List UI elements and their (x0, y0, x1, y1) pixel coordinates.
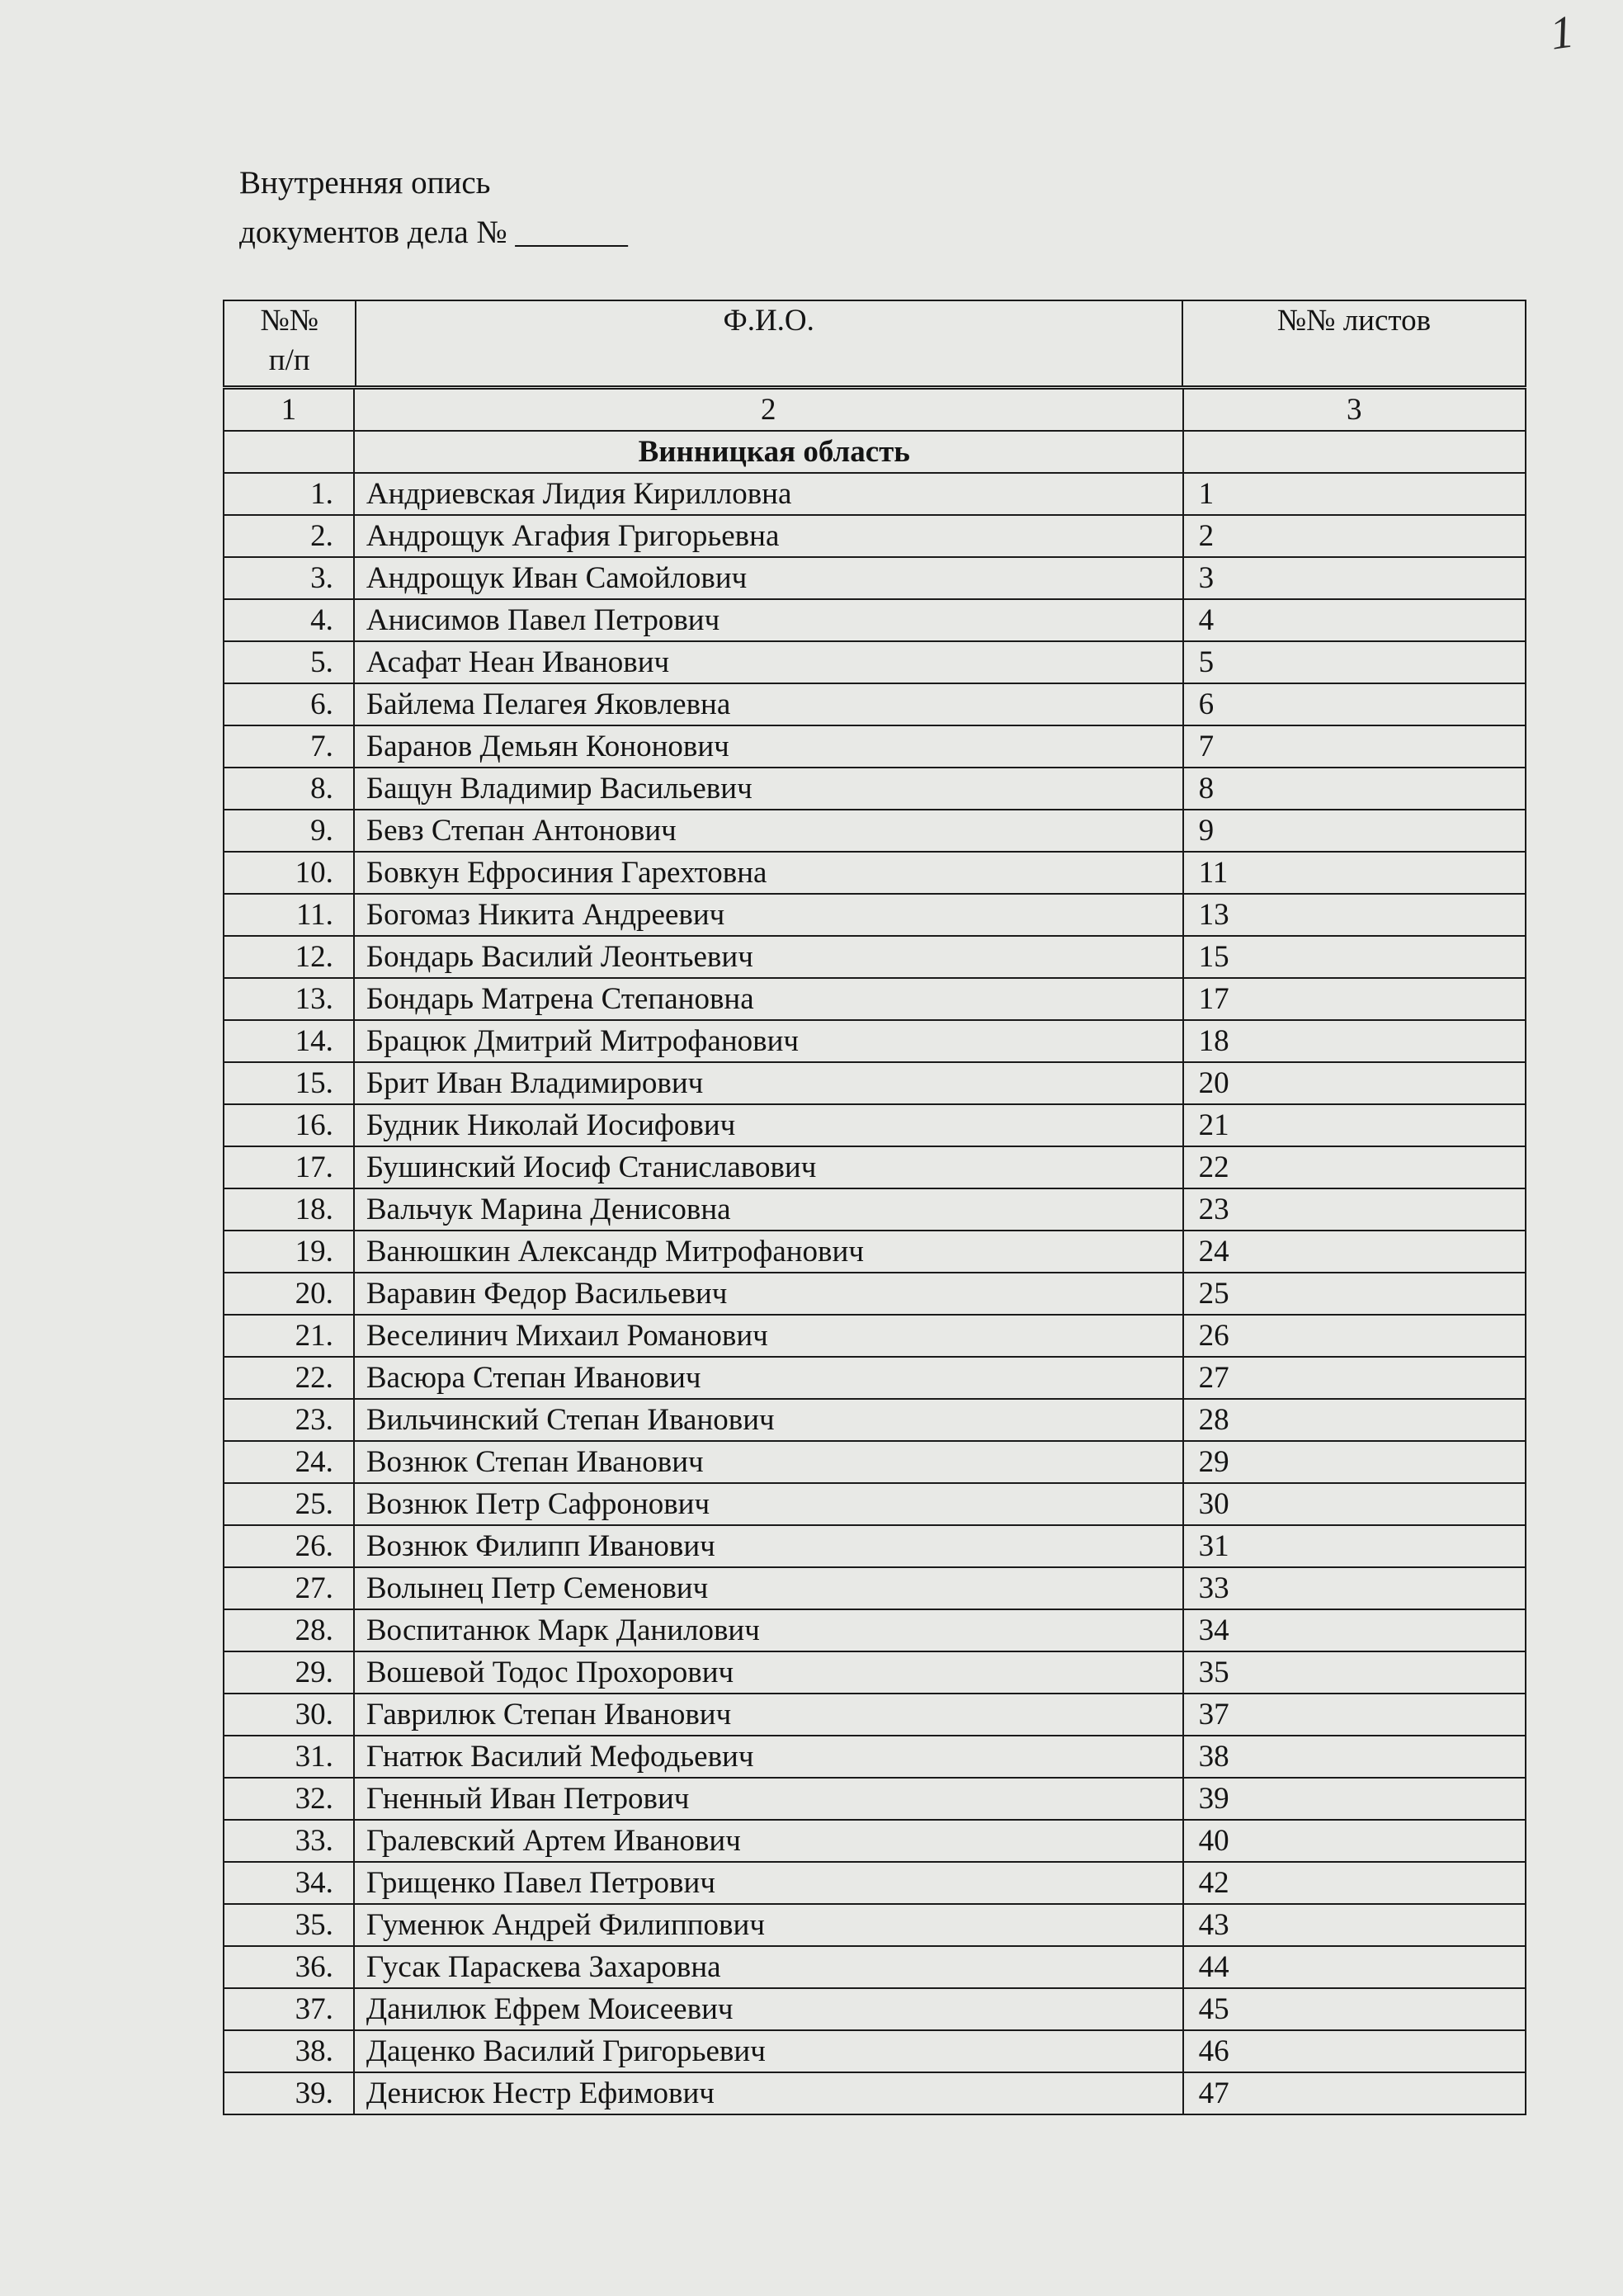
row-name: Андрощук Агафия Григорьевна (354, 515, 1183, 557)
row-sheet: 23 (1183, 1188, 1526, 1231)
table-row (224, 1904, 1526, 1946)
row-number: 11. (224, 894, 354, 936)
row-sheet: 7 (1183, 725, 1526, 768)
row-sheet: 2 (1183, 515, 1526, 557)
table-row (224, 515, 1526, 557)
row-number: 18. (224, 1188, 354, 1231)
row-number: 35. (224, 1904, 354, 1946)
row-number: 24. (224, 1441, 354, 1483)
table-row (224, 768, 1526, 810)
table-row (224, 2030, 1526, 2072)
row-name: Богомаз Никита Андреевич (354, 894, 1183, 936)
table-row (224, 1988, 1526, 2030)
document-title (239, 158, 628, 257)
index-cell: 1 (224, 389, 354, 431)
row-number: 9. (224, 810, 354, 852)
table-row (224, 1946, 1526, 1988)
table-row (224, 1020, 1526, 1062)
row-number: 19. (224, 1231, 354, 1273)
row-sheet: 45 (1183, 1988, 1526, 2030)
row-sheet: 17 (1183, 978, 1526, 1020)
table-row (224, 978, 1526, 1020)
table-row (224, 936, 1526, 978)
table-row (224, 1188, 1526, 1231)
row-sheet: 40 (1183, 1820, 1526, 1862)
row-number: 31. (224, 1736, 354, 1778)
row-number: 30. (224, 1694, 354, 1736)
row-sheet: 11 (1183, 852, 1526, 894)
row-name: Будник Николай Иосифович (354, 1104, 1183, 1146)
region-row (224, 431, 1526, 473)
row-name: Веселинич Михаил Романович (354, 1315, 1183, 1357)
row-sheet: 5 (1183, 641, 1526, 683)
table-row (224, 1146, 1526, 1188)
row-number: 29. (224, 1651, 354, 1694)
row-number: 33. (224, 1820, 354, 1862)
row-sheet: 6 (1183, 683, 1526, 725)
table-row (224, 1315, 1526, 1357)
page-number-handwritten: 1 (1546, 6, 1578, 60)
row-number: 8. (224, 768, 354, 810)
row-sheet: 9 (1183, 810, 1526, 852)
row-number: 28. (224, 1609, 354, 1651)
table-row (224, 1062, 1526, 1104)
index-cell: 3 (1183, 389, 1526, 431)
row-name: Гусак Параскева Захаровна (354, 1946, 1183, 1988)
row-number: 16. (224, 1104, 354, 1146)
row-sheet: 42 (1183, 1862, 1526, 1904)
row-sheet: 34 (1183, 1609, 1526, 1651)
table-row (224, 1441, 1526, 1483)
row-number: 2. (224, 515, 354, 557)
row-number: 25. (224, 1483, 354, 1525)
row-number: 4. (224, 599, 354, 641)
row-name: Гралевский Артем Иванович (354, 1820, 1183, 1862)
table-row (224, 473, 1526, 515)
row-name: Баранов Демьян Кононович (354, 725, 1183, 768)
region-name: Винницкая область (354, 431, 1183, 473)
row-name: Вознюк Филипп Иванович (354, 1525, 1183, 1567)
row-number: 14. (224, 1020, 354, 1062)
row-sheet: 27 (1183, 1357, 1526, 1399)
row-name: Асафат Неан Иванович (354, 641, 1183, 683)
inventory-table (223, 388, 1526, 2115)
row-name: Андрощук Иван Самойлович (354, 557, 1183, 599)
row-name: Варавин Федор Васильевич (354, 1273, 1183, 1315)
row-number: 12. (224, 936, 354, 978)
row-number: 6. (224, 683, 354, 725)
row-name: Байлема Пелагея Яковлевна (354, 683, 1183, 725)
row-name: Анисимов Павел Петрович (354, 599, 1183, 641)
row-name: Бевз Степан Антонович (354, 810, 1183, 852)
row-number: 34. (224, 1862, 354, 1904)
row-name: Вошевой Тодос Прохорович (354, 1651, 1183, 1694)
row-number: 10. (224, 852, 354, 894)
table-row (224, 599, 1526, 641)
row-name: Гнатюк Василий Мефодьевич (354, 1736, 1183, 1778)
row-number: 21. (224, 1315, 354, 1357)
table-row (224, 1778, 1526, 1820)
row-number: 17. (224, 1146, 354, 1188)
row-sheet: 47 (1183, 2072, 1526, 2114)
row-number: 27. (224, 1567, 354, 1609)
row-sheet: 4 (1183, 599, 1526, 641)
row-name: Денисюк Нестр Ефимович (354, 2072, 1183, 2114)
row-sheet: 8 (1183, 768, 1526, 810)
row-sheet: 13 (1183, 894, 1526, 936)
row-name: Данилюк Ефрем Моисеевич (354, 1988, 1183, 2030)
row-name: Бовкун Ефросиния Гарехтовна (354, 852, 1183, 894)
index-cell: 2 (354, 389, 1183, 431)
table-row (224, 1862, 1526, 1904)
row-sheet: 35 (1183, 1651, 1526, 1694)
table-row (224, 2072, 1526, 2114)
row-number: 1. (224, 473, 354, 515)
table-row (224, 1357, 1526, 1399)
row-sheet: 22 (1183, 1146, 1526, 1188)
table-row (224, 852, 1526, 894)
row-number: 15. (224, 1062, 354, 1104)
column-header-sheets: №№ листов (1182, 300, 1526, 386)
table-row (224, 683, 1526, 725)
row-sheet: 39 (1183, 1778, 1526, 1820)
table-row (224, 894, 1526, 936)
column-header-num: №№ п/п (224, 300, 356, 386)
row-sheet: 25 (1183, 1273, 1526, 1315)
row-sheet: 18 (1183, 1020, 1526, 1062)
row-number: 26. (224, 1525, 354, 1567)
row-sheet: 29 (1183, 1441, 1526, 1483)
index-row (224, 389, 1526, 431)
row-name: Бондарь Василий Леонтьевич (354, 936, 1183, 978)
table-row (224, 557, 1526, 599)
table-row (224, 1273, 1526, 1315)
row-sheet: 38 (1183, 1736, 1526, 1778)
row-name: Гуменюк Андрей Филиппович (354, 1904, 1183, 1946)
row-name: Воспитанюк Марк Данилович (354, 1609, 1183, 1651)
row-name: Васюра Степан Иванович (354, 1357, 1183, 1399)
row-number: 5. (224, 641, 354, 683)
row-name: Вознюк Петр Сафронович (354, 1483, 1183, 1525)
row-number: 32. (224, 1778, 354, 1820)
row-name: Бушинский Иосиф Станиславович (354, 1146, 1183, 1188)
table-row (224, 1231, 1526, 1273)
row-number: 23. (224, 1399, 354, 1441)
table-row (224, 1567, 1526, 1609)
title-line-2: документов дела № _______ (239, 215, 628, 250)
table-row (224, 1104, 1526, 1146)
row-number: 39. (224, 2072, 354, 2114)
row-sheet: 3 (1183, 557, 1526, 599)
row-number: 22. (224, 1357, 354, 1399)
row-name: Вознюк Степан Иванович (354, 1441, 1183, 1483)
row-name: Волынец Петр Семенович (354, 1567, 1183, 1609)
column-header-name: Ф.И.О. (356, 300, 1182, 386)
row-name: Брит Иван Владимирович (354, 1062, 1183, 1104)
table-row (224, 1736, 1526, 1778)
title-line-1: Внутренняя опись (239, 165, 491, 201)
row-sheet: 26 (1183, 1315, 1526, 1357)
row-number: 3. (224, 557, 354, 599)
row-sheet: 21 (1183, 1104, 1526, 1146)
row-number: 38. (224, 2030, 354, 2072)
row-sheet: 24 (1183, 1231, 1526, 1273)
row-name: Бондарь Матрена Степановна (354, 978, 1183, 1020)
table-row (224, 810, 1526, 852)
row-name: Ванюшкин Александр Митрофанович (354, 1231, 1183, 1273)
table-row (224, 725, 1526, 768)
row-sheet: 33 (1183, 1567, 1526, 1609)
row-sheet: 28 (1183, 1399, 1526, 1441)
row-name: Брацюк Дмитрий Митрофанович (354, 1020, 1183, 1062)
row-name: Андриевская Лидия Кирилловна (354, 473, 1183, 515)
table-row (224, 641, 1526, 683)
row-number: 20. (224, 1273, 354, 1315)
row-name: Гаврилюк Степан Иванович (354, 1694, 1183, 1736)
row-name: Бащун Владимир Васильевич (354, 768, 1183, 810)
row-sheet: 44 (1183, 1946, 1526, 1988)
row-name: Гненный Иван Петрович (354, 1778, 1183, 1820)
table-row (224, 1525, 1526, 1567)
row-sheet: 15 (1183, 936, 1526, 978)
row-number: 36. (224, 1946, 354, 1988)
row-name: Вильчинский Степан Иванович (354, 1399, 1183, 1441)
row-name: Вальчук Марина Денисовна (354, 1188, 1183, 1231)
table-row (224, 1820, 1526, 1862)
row-name: Грищенко Павел Петрович (354, 1862, 1183, 1904)
row-sheet: 30 (1183, 1483, 1526, 1525)
row-name: Даценко Василий Григорьевич (354, 2030, 1183, 2072)
table-row (224, 1651, 1526, 1694)
row-number: 7. (224, 725, 354, 768)
table-row (224, 1609, 1526, 1651)
row-sheet: 20 (1183, 1062, 1526, 1104)
row-sheet: 1 (1183, 473, 1526, 515)
table-row (224, 1694, 1526, 1736)
table-row (224, 1399, 1526, 1441)
header-table (223, 300, 1526, 387)
row-number: 13. (224, 978, 354, 1020)
row-sheet: 31 (1183, 1525, 1526, 1567)
table-row (224, 1483, 1526, 1525)
row-number: 37. (224, 1988, 354, 2030)
row-sheet: 46 (1183, 2030, 1526, 2072)
row-sheet: 43 (1183, 1904, 1526, 1946)
row-sheet: 37 (1183, 1694, 1526, 1736)
